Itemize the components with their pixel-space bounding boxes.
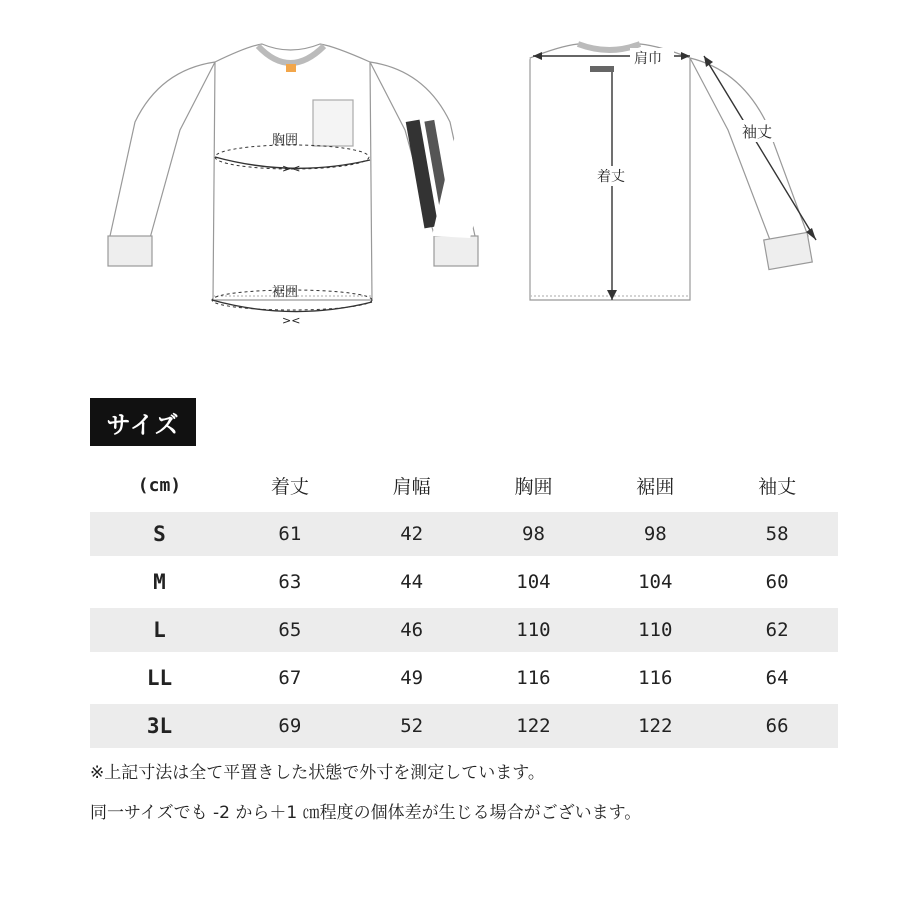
table-cell: 42 (351, 510, 473, 558)
header-sleeve: 袖丈 (758, 475, 797, 498)
table-row (90, 606, 838, 654)
table-row (90, 654, 838, 702)
table-cell: 122 (473, 702, 595, 748)
table-cell: 44 (351, 558, 473, 606)
table-cell: 63 (229, 558, 351, 606)
table-cell: 98 (473, 510, 595, 558)
table-cell: 104 (594, 558, 716, 606)
size-diagram (0, 0, 900, 340)
table-row (90, 702, 838, 748)
table-cell: 67 (229, 654, 351, 702)
size-cell: 3L (90, 702, 229, 748)
table-cell: 52 (351, 702, 473, 748)
hem-label: 裾囲 (272, 285, 299, 300)
table-header-row (90, 462, 838, 510)
header-unit: (cm) (137, 474, 182, 496)
table-cell: 110 (473, 606, 595, 654)
header-length: 着丈 (270, 475, 309, 498)
table-cell: 60 (716, 558, 838, 606)
sleeve-label: 袖丈 (742, 123, 773, 141)
table-cell: 66 (716, 702, 838, 748)
table-cell: 116 (473, 654, 595, 702)
shoulder-label: 肩巾 (634, 51, 662, 67)
table-cell: 69 (229, 702, 351, 748)
size-cell: M (90, 558, 229, 606)
size-cell: LL (90, 654, 229, 702)
tolerance-note: 同一サイズでも -2 から＋1 ㎝程度の個体差が生じる場合がございます。 (90, 803, 642, 823)
hem-arrow-icon: >< (282, 314, 301, 327)
section-title: サイズ (90, 398, 196, 446)
table-cell: 104 (473, 558, 595, 606)
size-table (90, 462, 838, 748)
table-cell: 116 (594, 654, 716, 702)
length-label: 着丈 (597, 169, 625, 185)
table-cell: 49 (351, 654, 473, 702)
table-cell: 122 (594, 702, 716, 748)
table-cell: 61 (229, 510, 351, 558)
table-cell: 46 (351, 606, 473, 654)
table-row (90, 510, 838, 558)
table-cell: 98 (594, 510, 716, 558)
table-cell: 110 (594, 606, 716, 654)
header-shoulder: 肩幅 (392, 475, 431, 498)
table-cell: 64 (716, 654, 838, 702)
chest-arrow-icon: >< (282, 162, 301, 175)
header-hem: 裾囲 (636, 475, 675, 498)
size-cell: L (90, 606, 229, 654)
table-cell: 65 (229, 606, 351, 654)
header-chest: 胸囲 (514, 475, 553, 498)
table-row (90, 558, 838, 606)
table-cell: 58 (716, 510, 838, 558)
table-cell: 62 (716, 606, 838, 654)
size-cell: S (90, 510, 229, 558)
chest-label: 胸囲 (272, 133, 299, 148)
measurement-note: ※上記寸法は全て平置きした状態で外寸を測定しています。 (90, 763, 545, 783)
